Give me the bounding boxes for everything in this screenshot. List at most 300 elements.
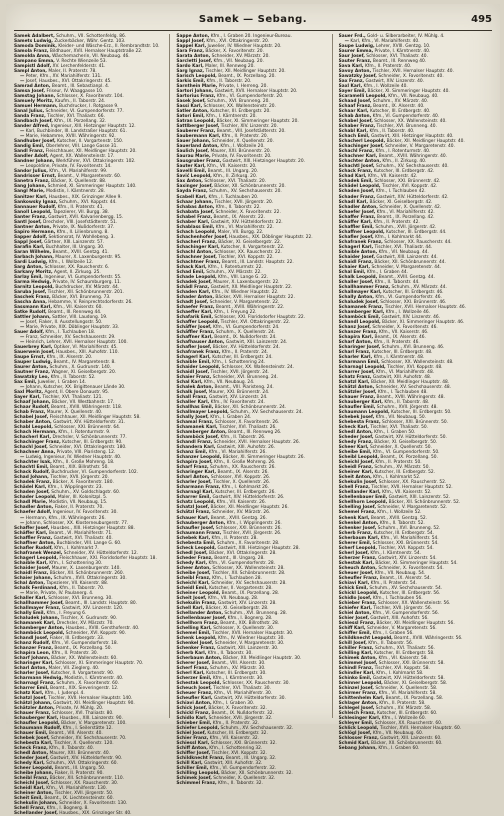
entry-name: Schiffer Josef, [176, 751, 211, 757]
entry-name: Sawatzky Josef, [338, 74, 377, 80]
entry-name: — [20, 515, 25, 521]
entry-name: Scheidl Karl, [14, 786, 45, 792]
entry-details: Kfm., II. Praterstr. 28. [210, 535, 258, 541]
entry-details: Kutscher, III. Erdbergstr. 48. [370, 349, 433, 355]
entry-name: Schanz Josef, [338, 324, 371, 330]
entry-name: Schiessl Karl, [176, 741, 210, 747]
entry-details: Kfm., I. Judenpl. 4. [43, 691, 85, 697]
entry-details: Bildhauer, XVII. Hernalser Hauptstraße 22. [48, 49, 143, 55]
entry-name: Schatzl Karl, [338, 380, 370, 386]
entry-name: Schebesta Franz, [338, 420, 381, 426]
entry-name: Schedy Karl, [14, 761, 45, 767]
entry-name: Schachter Anton, [338, 159, 381, 165]
entry-details: Kfm., I. Schottenring 24. [210, 360, 266, 366]
entry-name: Scheer Anton, [176, 565, 211, 571]
entry-details: Beamt., XIX. Billrothstr. 28. [218, 620, 280, 626]
entry-name: Schaller Josef, [338, 279, 374, 285]
entry-name: Scheck Leopold, [176, 545, 217, 551]
entry-name: Sauberer Franz, [176, 129, 216, 135]
entry-details: Tischler, X. Quellenstr. 26. [211, 480, 271, 486]
entry-details: Kfm., VII. Neubaug. 24. [202, 380, 255, 386]
entry-details: Schuhm., X. Quellenstr. 24. [214, 329, 276, 335]
entry-details: Kfm., VII. Neubaug. 60. [371, 731, 424, 737]
entry-details: Buchdrucker, VI. Gumpendorferstr. 102. [50, 470, 139, 476]
entry-name: Sattler Johann, [14, 314, 51, 320]
entry-details: Fiaker, II. Praterstr. 90. [53, 771, 104, 777]
entry-name: Scabell Karl, [176, 194, 208, 200]
entry-details: Schneider, XV. Sechshauserstr. 70. [49, 736, 127, 742]
entry-details: Gastwirt, XIV. Linzerstr. 24. [207, 395, 268, 401]
entry-name: Schachner Karl, [338, 154, 378, 160]
entry-details: Karl, Buchbinder, III. Landstraßer Hauptstr. 61. [24, 129, 127, 135]
entry-name: Sarkany Moritz, [14, 269, 53, 275]
entry-details: Kfm., VI. Mariahilferstr. 54. [379, 535, 439, 541]
entry-name: Sauper Ludwig, [14, 360, 53, 366]
entry-details: Gastwirt, XIII. Lainzerstr. 44. [375, 254, 438, 260]
entry-details: Kfm., II. Zirkusg. 40. [381, 159, 427, 165]
entry-name: Schad Emil, [176, 269, 205, 275]
entry-details: Juwelier, IV. Wiedner Hauptstr. 20. [206, 44, 282, 50]
entry-details: Ludwig, Ingenieur, IV. Wiedner Hauptstr. 40. [24, 455, 122, 461]
entry-details: Maler, III. Rennweg 20. [203, 64, 255, 70]
entry-details: Schlosser, XX. Wallensteinstr. 28. [210, 565, 285, 571]
entry-name: Sandrisser Ernst, [14, 174, 57, 180]
entry-name: Schemel Emil, [176, 630, 211, 636]
entry-details: Bäcker, V. Margaretenstr. 100. [59, 721, 127, 727]
entry-name: Scheidl Franz, [338, 465, 374, 471]
entry-name: Schlager Anton, [338, 701, 378, 707]
entry-details: Kutscher, III. Erdbergstr. 54. [372, 530, 435, 536]
entry-name: Schell Karl, [176, 605, 205, 611]
entry-details: Kfm., I. Wollzeile 46. [384, 309, 431, 315]
entry-name: Schadl Marie, [14, 500, 48, 506]
entry-name: Schauer Emil, [14, 731, 48, 737]
entry-name: Schadek Josef, [176, 279, 212, 285]
entry-details: Schuhm., XV. Märzstr. 40. [371, 99, 429, 105]
entry-name: Schätzl Anton, [338, 385, 375, 391]
entry-name: Schellander Karl, [338, 490, 381, 496]
entry-details: Kfm., VI. Gumpendorferstr. 40. [371, 114, 440, 120]
entry-name: Schebek Karl, [176, 535, 211, 541]
entry-details: Tapezierer, VII. Burgg. 38. [51, 209, 110, 215]
entry-details: Tischler, XVI. Ottakringerstr. 22. [219, 319, 291, 325]
entry-details: Tischler, XVI. Thaliastr. 66. [45, 114, 105, 120]
entry-details: Beamt., XVIII. Währingerstr. 118. [49, 405, 123, 411]
entry-details: Bäcker, XVI. Brunneng. 73. [50, 294, 111, 300]
entry-details: Oberlehrer, VIII. Lange Gasse 31. [44, 144, 118, 150]
entry-name: Scharler Karl, [338, 355, 373, 360]
entry-name: Schally Anton, [338, 294, 374, 300]
entry-details: Kfm., I. Kärntnerstr. 54. [368, 550, 421, 556]
entry-name: Schaar Karl, [338, 109, 369, 115]
entry-details: Kfm., I. Graben 44. [365, 269, 408, 275]
entry-details: Kfm., VI. Mariahilferstr. 48. [374, 370, 435, 376]
entry-details: Schlosser, XXI. Brünnerstr. 64. [52, 425, 121, 431]
entry-details: Bäcker, XII. Schönbrunnerstr. 20. [212, 184, 286, 190]
entry-name: Sax Anton, [176, 179, 203, 185]
entry-details: Gastwirt, XIII. Lainzerstr. 60. [378, 736, 442, 742]
entry-details: Kutscher, III. Erdbergstr. 56. [378, 590, 441, 596]
entry-details: Gastwirt, XIV. Hütteldorferstr. 31. [51, 420, 126, 426]
entry-name: Schallhas Emil, [176, 405, 214, 411]
entry-details: Ingenieur, IV. Favoritenstr. 30. [51, 510, 118, 516]
entry-name: Schanzer Franz, [338, 329, 378, 335]
entry-details: Tischler, X. Quellenstr. 120. [52, 741, 114, 747]
entry-details: Modistin, VII. Neubaug. 15. [47, 500, 108, 506]
entry-details: Bäcker, XI. Simmeringer Hauptstr. 54. [373, 560, 458, 566]
entry-name: Scharmann Emil, [338, 360, 380, 366]
entry-name: Schack Rudolf, [14, 470, 51, 476]
entry-details: Bäcker, XII. Schönbrunnerstr. 260. [48, 570, 125, 576]
entry-details: Kfm., VI. Mariahilferstr. 30. [212, 691, 273, 697]
entry-name: Sax Franz, [338, 79, 365, 85]
entry-name: Scherl Karl, [176, 670, 205, 676]
entry-name: Schack Karl, [176, 264, 207, 270]
entry-details: Schneider, X. Favoritenstr. 54. [376, 565, 444, 571]
entry-name: Schenker Franz, [176, 645, 216, 651]
entry-details: Hermann, Kfm., IX. Währingerstr. 26. [24, 515, 106, 521]
entry-details: Kutscher, II. Vorgartenstr. 150. [55, 139, 124, 145]
entry-name: Sandig Emil, [14, 144, 45, 150]
entry-details: Kfm., II. Praterstr. 50. [374, 460, 422, 466]
entry-details: Schuhm., XV. Märzstr. 58. [374, 706, 432, 712]
entry-name: Scharrer Emil, [176, 495, 212, 501]
entry-name: Schaludek Johann, [14, 615, 60, 621]
entry-name: Scheichl Josef, [14, 781, 50, 787]
entry-name: Schiff Karl, [338, 625, 366, 631]
entry-name: Schmid Karl, [338, 741, 370, 747]
entry-details: Buchdrucker, XV. Märzstr. 44. [53, 284, 120, 290]
entry-details: Drechsler, VIII. Josefstädterstr. 51. [41, 219, 118, 225]
entry-details: Maurer, XXI. Brünnerstr. 20. [209, 149, 272, 155]
entry-name: Schachtl Josef, [338, 164, 375, 170]
entry-name: Schiavi Karl, [338, 580, 370, 586]
entry-name: Schachinger Franz, [14, 440, 61, 446]
entry-details: Maurer, XXI. Brünnerstr. 24. [207, 390, 270, 396]
entry-details: Schuhm., XV. Märzstr. 50. [373, 465, 430, 471]
entry-name: Scharrer Josef, [338, 370, 375, 376]
entry-name: Schafranek Wenzel, [14, 550, 63, 556]
entry-name: Schäffler Franz, [176, 329, 215, 335]
entry-details: Kfm., II. Zirkusg. 20. [211, 174, 258, 180]
entry-name: Sax Emil, [14, 380, 37, 386]
entry-details: Tapezierer, VII. Kaiserstr. 88. [45, 580, 109, 586]
entry-details: Kfm., II. Lilienbrunng. 8. [55, 229, 109, 235]
entry-name: Schatzl Josef, [176, 505, 210, 511]
entry-name: Samuely Moritz, [14, 99, 54, 105]
entry-name: Schaefer Josef, [338, 209, 376, 215]
entry-details: Schuhm., XV. Sechshauserstr. 40. [374, 164, 449, 170]
entry-name: Scharl Franz, [338, 349, 371, 355]
entry-name: Schamböck Leopold, [14, 630, 65, 636]
entry-name: Schaufler Josef, [176, 525, 215, 531]
entry-name: Samoda Dominik, [14, 44, 57, 50]
entry-name: Scharler Josef, [14, 670, 50, 676]
entry-details: Beamt., XIX. Sieveringerstr. 12. [48, 686, 119, 692]
entry-name: Saruba Josef, [14, 289, 47, 295]
entry-name: Saurer Anton, [14, 365, 49, 371]
entry-details: Private, I. Herreng. 20. [217, 84, 268, 90]
entry-name: Schiessl Franz, [338, 620, 376, 626]
entry-name: Schlesinger Karl, [338, 716, 381, 722]
entry-details: Tischler, XIV. Linzerstr. 20. [219, 124, 278, 130]
entry-name: Sapper Adolf, [14, 234, 48, 240]
entry-details: Gastwirt, XIV. Hütteldorferstr. 42. [375, 194, 449, 200]
entry-details: Kfm., I. Seilerstätte 12. [61, 726, 113, 732]
entry-details: Kfm., II. Praterstr. 46. [372, 339, 420, 345]
entry-details: Kfm., VII. Neubaug. 54. [373, 570, 426, 576]
entry-details: Kfm., I. Tuchlauben 20. [207, 194, 259, 200]
entry-details: Kfm., VI. Mariahilferstr. 130. [44, 786, 108, 792]
entry-name: Schenker Josef, [338, 525, 377, 531]
entry-name: Scharl Anton, [14, 665, 48, 671]
entry-details: Kfm., I. Graben 24. [208, 415, 252, 421]
entry-name: Schabel Josef, [338, 119, 373, 125]
entry-name: Schimmel Josef, [338, 660, 378, 666]
entry-name: — [20, 164, 25, 170]
entry-name: Sauerland Anton, [176, 144, 219, 150]
entry-details: Kfm., II. Praterstr. 32. [211, 721, 260, 727]
entry-details: Kfm., VIII. Lange G. 22. [216, 274, 269, 280]
entry-details: Schneider, XV. Märzstr. 26. [210, 510, 271, 516]
entry-name: Scharinger Josef, [338, 344, 381, 350]
entry-name: Sanal Julius, [14, 109, 45, 115]
entry-name: Schaible Emil, [176, 360, 211, 366]
entry-details: Bäcker, XVI. Ottakringerstr. 28. [207, 550, 277, 556]
entry-name: Sampl Anton, [14, 69, 47, 75]
entry-name: Sarnthein Marie, [176, 84, 218, 90]
entry-name: Schaider Josef, [14, 565, 51, 571]
entry-name: Scheiner Anton, [14, 791, 54, 797]
entry-name: — [20, 134, 25, 140]
entry-details: Kutscher, III. Erdbergstr. 58. [372, 650, 435, 656]
entry-details: Kfm., II. Praterstr. 42. [372, 219, 420, 225]
entry-name: Schelling Josef, [338, 505, 377, 511]
entry-name: Schachinger Josef, [338, 144, 384, 150]
entry-name: Samsa Josef, [14, 89, 46, 95]
entry-name: Sandler Adolf, [14, 154, 49, 160]
entry-details: Schneider, XVI. Brunneng. 24. [211, 375, 278, 381]
entry-name: Schach Leopold, [176, 229, 217, 235]
entry-details: Marie, Hebamme, XVIII. Währingerstr. 92. [24, 134, 116, 140]
entry-name: Schittenhelm Karl, [338, 696, 385, 702]
entry-details: Schneider, X. Favoritenstr. 40. [376, 74, 444, 80]
entry-details: Beamt., XVIII. Gentzg. 44. [377, 274, 435, 280]
entry-details: Bäcker, XVII. Hernalser Hauptstr. 22. [214, 294, 295, 300]
entry-name: Schauer Karl, [176, 515, 210, 521]
entry-name: Schaumann Franz, [176, 530, 222, 536]
entry-details: Kfm., II. Taborstr. 70. [57, 585, 105, 591]
entry-details: Gastwirt, XIV. Hütteldorferstr. 50. [373, 435, 447, 441]
entry-name: Scharinger Karl, [14, 660, 54, 666]
entry-name: Scheer Karl, [338, 445, 369, 451]
entry-details: Schlosser, XX. Wallensteinstr. 20. [202, 104, 276, 110]
entry-details: Tischler, XVI. Thaliastr. 44. [373, 244, 433, 250]
entry-details: Kfm., II. Taborstr. 52. [49, 375, 96, 381]
entry-details: Tischler, XVI. Koppstr. 58. [373, 665, 430, 671]
entry-name: Sartori Johann, [176, 89, 214, 95]
entry-name: Schadler Anton, [338, 204, 378, 210]
entry-name: Scherzer Emil, [176, 676, 212, 681]
entry-details: Hausbes., XIX. Döblinger Hauptstr. 22. [227, 234, 313, 240]
entry-name: Schedy Franz, [338, 440, 373, 446]
entry-name: Schimek Josef, [176, 776, 212, 782]
entry-details: Schneider, V. Margaretenstr. 44. [370, 264, 442, 270]
entry-details: Franz, Schneider, XV. Sechshauserstr. 29. [24, 334, 116, 340]
entry-details: Wagner, XI. Geiselbergstr. 20. [49, 370, 117, 376]
entry-details: Beamt., VIII. Josefstädterstr. 20. [215, 129, 286, 135]
entry-details: Kfm., I. Bognerg. 28. [226, 615, 273, 621]
entry-name: Sannauer Rudolf, [14, 204, 57, 210]
entry-name: Schanz Emil, [176, 450, 208, 456]
entry-details: Buchbinder, VIII. Lange G. 60. [55, 540, 122, 546]
entry-details: Gastwirt, XIV. Linzerstr. 40. [364, 79, 425, 85]
entry-name: Schaffler Emil, [338, 224, 374, 230]
entry-name: Schebek Josef, [338, 415, 375, 421]
entry-name: Sauer Johann, [176, 139, 211, 145]
entry-name: Scherbaum Karl, [338, 535, 380, 541]
entry-details: Tischler, XVII. Hernalser Hauptstr. 60. [378, 726, 462, 732]
entry-details: Beamt., III. Ungarg. 28. [212, 555, 265, 561]
entry-details: Kfm., VI. Gumpendorferstr. 24. [211, 324, 280, 330]
entry-name: Schaible Karl, [14, 560, 48, 566]
entry-name: Schinzel Josef, [338, 686, 374, 692]
entry-name: Schallmayer Franz, [14, 605, 61, 611]
entry-details: Beamt., III. Ungarg. 20. [206, 169, 259, 175]
entry-details: Bäcker, XI. Simmeringer Hauptstr. 20. [215, 119, 299, 125]
entry-name: Sarkis Emil, [176, 79, 206, 85]
entry-details: Schuhm., XV. Sechshauserstr. 54. [368, 585, 443, 591]
entry-name: Schiefer Karl, [338, 605, 372, 611]
entry-details: Tischler, XVII. Jörgerstr. 20. [213, 199, 274, 205]
entry-name: Schlick Leopold, [338, 726, 379, 732]
entry-name: Schedy Karl, [176, 560, 208, 566]
entry-details: Gastwirt, XIV. Linzerstr. 120. [60, 605, 124, 611]
entry-details: Tischler, XVII. Jörgerstr. 20. [48, 475, 109, 481]
entry-details: Beamt., XVIII. Währingerstr. 56. [392, 635, 463, 641]
entry-details: Beamt., IX. Porzellang. 42. [375, 214, 435, 220]
entry-details: Kfm., I. Graben 20. Ingenieur-Bureau. [209, 34, 292, 39]
entry-details: Kfm., VI. Gumpendorferstr. 32. [208, 766, 277, 772]
entry-name: Schick Emil, [338, 585, 369, 591]
entry-name: Schamanek Karl, [176, 425, 218, 431]
entry-name: Schapira Karl, [338, 334, 374, 340]
entry-details: Kfm., VII. Neubaug. 44. [377, 249, 429, 255]
entry-name: Schachner Anna, [14, 450, 56, 456]
entry-details: Bäcker, XII. Schönbrunnerstr. 60. [369, 741, 443, 747]
entry-details: Werkführer, XVI. Ottakringerstr. 102. [54, 159, 136, 165]
entry-details: Kleider- und Wäsche-Erz., II. Rembrandtstr. 10. [56, 44, 160, 50]
entry-details: Peter, Kfm., XV. Mariahilferstr. 131. [24, 74, 102, 80]
entry-name: Schadl Karl, [338, 199, 369, 205]
entry-details: Schneider, XVI. Koppstr. 90. [64, 630, 127, 636]
entry-details: Tischler, XVI. Koppstr. 54. [376, 545, 434, 551]
entry-details: Kfm., I. Wipplingerstr. 26. [225, 520, 282, 526]
entry-details: Kfm., I. Wollzeile 20. [218, 144, 265, 150]
entry-details: Kfm., I. Kohlmarkt 52. [371, 475, 421, 481]
entry-details: Bäcker, XI. Simmeringer Hauptstr. 40. [366, 89, 450, 95]
entry-details: Schneider, V. Margaretenstr. 30. [213, 640, 285, 646]
entry-name: Schablass Emil, [176, 224, 215, 230]
entry-details: Private, IX. Nußdorferstr. 37. [51, 224, 115, 230]
entry-details: Kutscher, III. Erdbergstr. 52. [373, 470, 435, 476]
entry-details: Optiker, VI. Mariahilferstr. 45. [52, 344, 118, 350]
entry-details: Beamt., IX. Alserstr. 46. [373, 334, 426, 340]
entry-details: Maurer, X. Laxenburgerstr. 140. [50, 565, 121, 571]
entry-details: Fiaker, III. Erdbergstr. 33. [48, 635, 105, 641]
entry-details: Schlosser, XX. Wallensteinstr. 24. [220, 365, 295, 371]
entry-name: Sappel Karl, [176, 44, 207, 50]
entry-name: — [20, 334, 25, 340]
entry-name: Schafarik Emil, [176, 314, 214, 320]
entry-name: Schapira Leon, [14, 650, 51, 656]
entry-details: Beamt., III. Rennweg 40. [371, 59, 427, 65]
entry-details: Gastwirt, XIII. Hietzinger Hauptstr. 28. [216, 545, 300, 551]
entry-name: Savić Leopold, [176, 174, 212, 180]
entry-details: Gärtner, XIII. Lainzerstr. 57. [42, 239, 104, 245]
entry-name: Schätzler Anton, [14, 706, 55, 712]
entry-details: Schlosser, XXI. Brünnerstr. 32. [209, 741, 277, 747]
entry-details: Schlosser, XX. Wallensteinstr. 56. [376, 600, 451, 606]
entry-details: Gastwirt, XIII. Hietzinger Hauptstr. 40. [369, 134, 454, 140]
entry-name: Scheichl Josef, [338, 460, 374, 466]
entry-details: Gastwirt, XVII. Hernalser Hauptstr. 20. [213, 89, 298, 95]
entry-name: Samolda Anna, [14, 54, 51, 60]
entry-name: Schachl Franz, [338, 149, 375, 155]
entry-name: — [20, 129, 25, 135]
entry-details: Kfm., VI. Gumpendorferstr. 56. [371, 610, 440, 616]
entry-name: Sauerbrey Karl, [14, 344, 53, 350]
entry-name: Schekulin Johann, [14, 801, 58, 807]
entry-details: Schuhm., XV. Märzstr. 22. [204, 269, 262, 275]
entry-details: Kfm., VII. Neubaug. 28. [206, 595, 259, 601]
entry-name: Scheibl Leopold, [338, 455, 380, 461]
entry-details: Schneider, X. Quellenstr. 58. [373, 686, 438, 692]
entry-details: Gastwirt, XIV. Linzerstr. 54. [376, 555, 437, 561]
entry-name: Sautner Franz, [14, 370, 50, 376]
entry-name: Schaaf Franz, [338, 104, 372, 110]
entry-details: Beamt., III. Sebastianpl. 4. [50, 84, 110, 90]
entry-name: Schieber Emil, [176, 721, 212, 727]
entry-name: Schäffer Karl, [338, 219, 373, 225]
entry-details: Maurer, X. Laxenburgerstr. 95. [53, 254, 122, 260]
entry-name: Schell Franz, [14, 806, 46, 812]
entry-name: Schenkel Anton, [338, 520, 379, 526]
entry-details: Schneider, XVII. Hernalser Hauptstr. 26. [212, 440, 300, 446]
entry-details: Zuckerbäcker, Währ. Gentz. 103. [52, 39, 126, 45]
entry-details: Schlosser, XX. Rauscherstr. 44. [382, 239, 452, 245]
entry-name: Scharl Anton, [176, 475, 210, 481]
entry-name: Schätzler Josef, [338, 390, 377, 396]
entry-details: Kfm., VI. Mariahilferstr. 22. [214, 224, 274, 230]
entry-details: Kfm., IX. Alserstr. 20. [45, 355, 93, 360]
entry-details: Kfm., II. Taborstr. 52. [378, 520, 425, 526]
entry-details: Fiaker, II. Praterstr. 70. [53, 505, 104, 511]
entry-name: Scheufler Franz, [338, 575, 379, 581]
entry-name: Schieber Franz, [338, 600, 377, 606]
entry-details: Kfm., VI. Mariahilferstr. 42. [375, 209, 435, 215]
entry-details: Tischler, XVI. Thaliastr. 30. [211, 686, 271, 692]
entry-details: Schlosser, XX. Rauscherstr. 52. [377, 480, 447, 486]
entry-details: Gastwirt, XIV. Linzerstr. 46. [380, 314, 441, 320]
entry-name: Schellhorn Franz, [176, 620, 219, 626]
entry-name: Schaad Josef, [338, 99, 372, 105]
entry-name: — [20, 74, 25, 80]
entry-name: Sayer Emil, [338, 89, 367, 95]
entry-name: Schiller Franz, [338, 645, 374, 651]
entry-details: Private, VIII. Piaristeng. 12. [55, 450, 116, 456]
entry-details: Beamt., III. Rennweg 26. [226, 430, 282, 436]
